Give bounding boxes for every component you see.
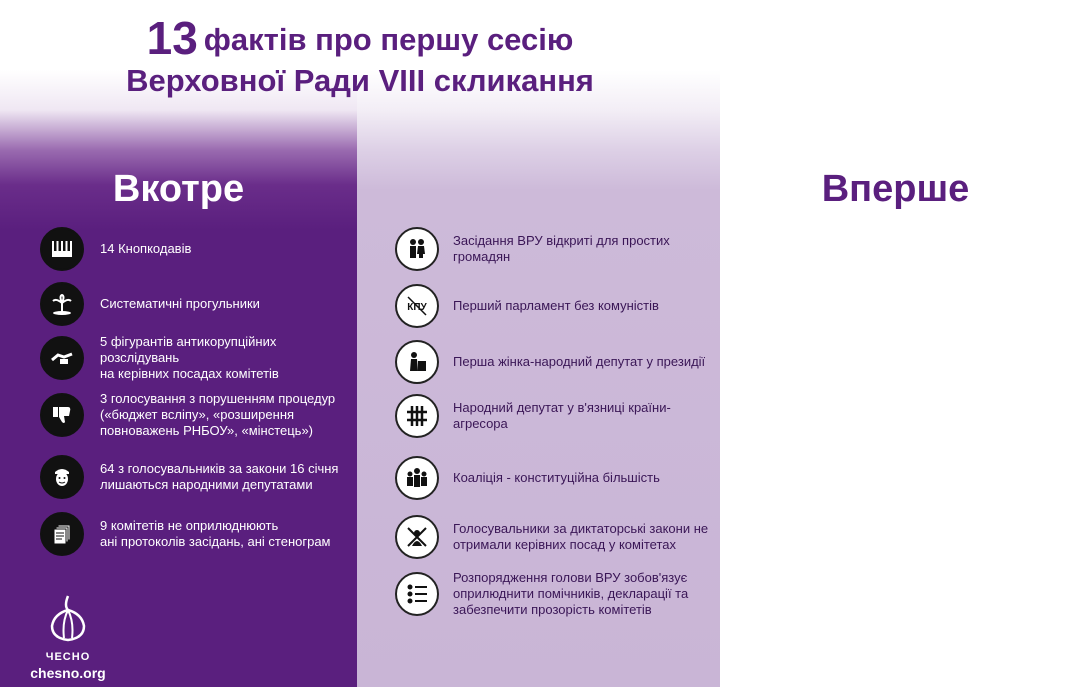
left-item	[40, 282, 260, 326]
thumbs-down-icon	[40, 393, 84, 437]
left-item-text: 3 голосування з порушенням процедур («бюджет всліпу», «розширення повноважень РНБОУ», «мінстець»)	[100, 391, 336, 438]
right-item	[395, 456, 660, 500]
chesno-logo	[28, 592, 108, 681]
title-line1: фактів про першу сесію	[203, 22, 574, 57]
kpu-crossed-icon	[395, 284, 439, 328]
documents-icon	[40, 512, 84, 556]
left-item	[40, 334, 357, 382]
right-item-text: Перша жінка-народний депутат у президії	[453, 354, 706, 369]
title-number: 13	[146, 12, 198, 64]
crossed-person-icon	[395, 515, 439, 559]
title-line2: Верховної Ради VIII скликання	[126, 63, 594, 98]
people-icon	[395, 227, 439, 271]
left-item	[40, 391, 335, 439]
right-item	[395, 227, 670, 271]
group-majority-icon	[395, 456, 439, 500]
left-panel	[0, 0, 357, 687]
right-item-text: Перший парламент без комуністів	[453, 298, 659, 313]
piano-keys-icon	[40, 227, 84, 271]
right-item-text: Народний депутат у в'язниці країни-агресора	[453, 400, 671, 431]
right-item	[395, 515, 708, 559]
page-title	[0, 12, 720, 102]
right-item	[395, 394, 720, 438]
left-item-text: Систематичні прогульники	[100, 296, 260, 311]
left-item	[40, 227, 191, 271]
palm-island-icon	[40, 282, 84, 326]
assistants-list-icon	[395, 572, 439, 616]
woman-podium-icon	[395, 340, 439, 384]
prison-bars-icon	[395, 394, 439, 438]
right-item-text: Коаліція - конституційна більшість	[453, 470, 660, 485]
right-item-text: Засідання ВРУ відкриті для простих громадян	[453, 233, 670, 264]
right-item	[395, 570, 688, 618]
left-item	[40, 512, 331, 556]
garlic-logo-icon	[42, 592, 94, 644]
logo-name: ЧЕСНО	[45, 651, 91, 663]
face-portrait-icon	[40, 455, 84, 499]
right-item	[395, 340, 705, 384]
left-item	[40, 455, 338, 499]
left-item-text: 9 комітетів не оприлюднюють ані протоколів засідань, ані стенограм	[100, 518, 331, 549]
left-item-text: 64 з голосувальників за закони 16 січня лишаються народними депутатами	[100, 461, 339, 492]
right-item	[395, 284, 659, 328]
right-item-text: Голосувальники за диктаторські закони не отримали керівних посад у комітетах	[453, 521, 709, 552]
logo-site: chesno.org	[30, 665, 106, 681]
right-panel	[357, 0, 970, 687]
left-item-text: 5 фігурантів антикорупційних розслідувань на керівних посадах комітетів	[100, 334, 279, 381]
handshake-bribe-icon	[40, 336, 84, 380]
left-heading: Вкотре	[112, 168, 245, 210]
left-item-text: 14 Кнопкодавів	[100, 241, 192, 256]
right-item-text: Розпорядження голови ВРУ зобов'язує оприлюднити помічників, декларації та забезпечити прозорість комітетів	[453, 570, 689, 617]
right-heading: Вперше	[821, 168, 970, 210]
svg-text:КПУ: КПУ	[407, 302, 427, 313]
